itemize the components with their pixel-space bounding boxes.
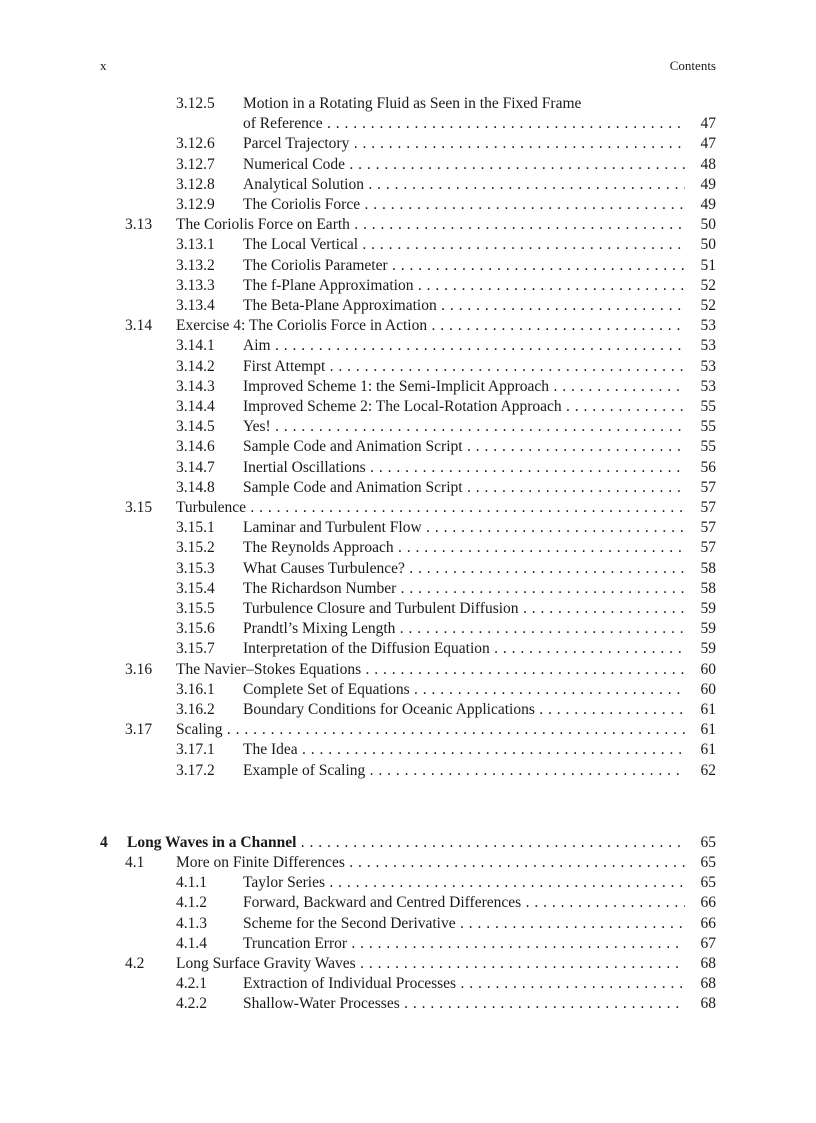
toc-entry[interactable] xyxy=(0,235,816,255)
toc-entry-page-number: 61 xyxy=(700,741,716,759)
toc-entry[interactable] xyxy=(0,478,816,498)
toc-entry-number: 3.12.9 xyxy=(176,196,215,213)
toc-entry-title: Numerical Code . . . xyxy=(243,155,685,175)
toc-entry[interactable] xyxy=(0,853,816,873)
toc-entry[interactable] xyxy=(0,336,816,356)
toc-entry[interactable] xyxy=(0,680,816,700)
toc-entry-title: Motion in a Rotating Fluid as Seen in the Fixed Frame xyxy=(243,95,582,112)
toc-entry-title: Parcel Trajectory . . . xyxy=(243,134,685,154)
toc-entry-page-number: 53 xyxy=(700,317,716,335)
toc-entry[interactable] xyxy=(0,458,816,478)
toc-entry-number: 3.16.1 xyxy=(176,680,215,698)
toc-entry-title: Sample Code and Animation Script . . . xyxy=(243,478,685,498)
toc-entry-page-number: 57 xyxy=(700,499,716,516)
toc-entry-title: Taylor Series . . . xyxy=(243,873,685,893)
toc-entry-number: 3.15.6 xyxy=(176,620,215,638)
toc-entry-title: Aim . . . xyxy=(243,336,685,356)
toc-entry-title: Exercise 4: The Coriolis Force in Action . . . xyxy=(176,316,685,336)
toc-entry[interactable] xyxy=(0,619,816,639)
toc-entry-page-number: 68 xyxy=(700,975,716,993)
toc-entry-number: 3.15.5 xyxy=(176,600,215,617)
toc-entry-number: 4.1.4 xyxy=(176,934,207,952)
toc-entry-title: Forward, Backward and Centred Differences . . . xyxy=(243,893,685,913)
running-header-page-number: x xyxy=(100,58,107,73)
toc-entry-title: Laminar and Turbulent Flow . . . xyxy=(243,518,685,538)
toc-entry-title: The Coriolis Parameter . . . xyxy=(243,256,685,276)
toc-entry-title: Improved Scheme 1: the Semi-Implicit Approach . . . xyxy=(243,377,685,397)
toc-entry-number: 3.15 xyxy=(125,499,153,516)
toc-entry-number: 3.13.2 xyxy=(176,256,215,274)
toc-entry-title: Turbulence Closure and Turbulent Diffusion . . . xyxy=(243,599,685,619)
toc-entry-page-number: 50 xyxy=(700,236,716,254)
toc-entry[interactable] xyxy=(0,437,816,457)
toc-entry-page-number: 57 xyxy=(700,539,716,557)
toc-entry-number: 3.14.3 xyxy=(176,377,215,395)
toc-entry-page-number: 59 xyxy=(700,600,716,617)
toc-entry-title: The Coriolis Force on Earth . . . xyxy=(176,215,685,235)
toc-entry[interactable] xyxy=(0,518,816,538)
toc-entry-page-number: 50 xyxy=(700,216,716,234)
toc-entry-number: 4 xyxy=(100,833,108,851)
toc-entry-number: 3.12.8 xyxy=(176,175,215,193)
toc-entry-page-number: 47 xyxy=(700,115,716,133)
toc-entry-number: 3.13 xyxy=(125,216,153,234)
toc-entry[interactable] xyxy=(0,579,816,599)
toc-entry-page-number: 52 xyxy=(700,297,716,314)
toc-entry[interactable] xyxy=(0,639,816,659)
toc-entry[interactable] xyxy=(0,873,816,893)
toc-entry-title: Sample Code and Animation Script . . . xyxy=(243,437,685,457)
toc-entry-title: The f-Plane Approximation . . . xyxy=(243,276,685,296)
toc-entry-title: Truncation Error . . . xyxy=(243,934,685,954)
toc-entry-page-number: 59 xyxy=(700,620,716,638)
toc-entry[interactable] xyxy=(0,954,816,974)
toc-entry-title: Improved Scheme 2: The Local-Rotation Approach . . . xyxy=(243,397,685,417)
toc-entry-number: 3.14.1 xyxy=(176,337,215,355)
toc-entry-title: Example of Scaling . . . xyxy=(243,761,685,781)
toc-entry-title: Complete Set of Equations . . . xyxy=(243,680,685,700)
toc-entry-page-number: 49 xyxy=(700,196,716,213)
toc-entry[interactable] xyxy=(0,934,816,954)
toc-entry[interactable] xyxy=(0,498,816,518)
toc-entry[interactable] xyxy=(0,296,816,316)
toc-entry-page-number: 55 xyxy=(700,418,716,436)
toc-entry-number: 3.15.1 xyxy=(176,519,215,537)
running-header-title: Contents xyxy=(669,58,716,73)
toc-entry-number: 3.16.2 xyxy=(176,701,215,718)
toc-entry[interactable] xyxy=(0,377,816,397)
toc-entry[interactable] xyxy=(0,357,816,377)
toc-entry-page-number: 58 xyxy=(700,579,716,597)
toc-entry-number: 3.17.2 xyxy=(176,761,215,779)
toc-entry-title: First Attempt . . . xyxy=(243,357,685,377)
toc-entry-page-number: 66 xyxy=(700,914,716,932)
toc-entry-title: Scaling . . . xyxy=(176,720,685,740)
toc-entry-title: of Reference . . . xyxy=(243,114,685,134)
toc-entry-number: 3.14.6 xyxy=(176,438,215,456)
toc-entry-number: 3.12.5 xyxy=(176,95,215,112)
toc-entry-page-number: 55 xyxy=(700,438,716,456)
toc-entry-number: 3.12.6 xyxy=(176,135,215,153)
toc-entry-title: The Idea . . . xyxy=(243,740,685,760)
toc-entry[interactable] xyxy=(0,195,816,215)
toc-entry-number: 3.17.1 xyxy=(176,741,215,759)
toc-entry-page-number: 58 xyxy=(700,559,716,577)
toc-entry-page-number: 67 xyxy=(700,934,716,952)
toc-entry-title: More on Finite Differences . . . xyxy=(176,853,685,873)
toc-entry-title: Yes! . . . xyxy=(243,417,685,437)
toc-entry-page-number: 53 xyxy=(700,357,716,375)
toc-entry-page-number: 57 xyxy=(700,519,716,537)
toc-entry-number: 3.14.7 xyxy=(176,458,215,476)
toc-entry[interactable] xyxy=(0,974,816,994)
toc-entry[interactable] xyxy=(0,215,816,235)
toc-entry[interactable] xyxy=(0,994,816,1014)
toc-entry-number: 4.1 xyxy=(125,854,145,871)
toc-entry-title: Extraction of Individual Processes . . . xyxy=(243,974,685,994)
toc-entry-title: Prandtl’s Mixing Length . . . xyxy=(243,619,685,639)
toc-entry-page-number: 65 xyxy=(700,874,716,892)
toc-entry-page-number: 65 xyxy=(700,833,716,851)
toc-entry-number: 3.14.2 xyxy=(176,357,215,375)
toc-entry[interactable] xyxy=(0,316,816,336)
toc-entry-number: 3.12.7 xyxy=(176,155,215,173)
toc-entry-page-number: 56 xyxy=(700,458,716,476)
toc-entry-page-number: 61 xyxy=(700,721,716,739)
toc-entry-page-number: 62 xyxy=(700,761,716,779)
toc-entry-page-number: 49 xyxy=(700,175,716,193)
toc-entry[interactable] xyxy=(0,175,816,195)
toc-entry-number: 3.13.1 xyxy=(176,236,215,254)
toc-entry-page-number: 61 xyxy=(700,701,716,718)
toc-entry-page-number: 55 xyxy=(700,398,716,415)
toc-entry-title: The Coriolis Force . . . xyxy=(243,195,685,215)
toc-entry-title: Shallow-Water Processes . . . xyxy=(243,994,685,1014)
toc-entry-page-number: 65 xyxy=(700,854,716,871)
toc-entry-page-number: 60 xyxy=(700,660,716,678)
toc-entry-page-number: 53 xyxy=(700,377,716,395)
toc-entry-number: 3.16 xyxy=(125,660,153,678)
toc-entry[interactable] xyxy=(0,134,816,154)
toc-entry-number: 3.14.4 xyxy=(176,398,215,415)
toc-entry[interactable] xyxy=(0,914,816,934)
toc-entry-page-number: 68 xyxy=(700,995,716,1013)
toc-entry-page-number: 57 xyxy=(700,478,716,496)
toc-entry[interactable] xyxy=(0,833,816,853)
toc-entry-title: Analytical Solution . . . xyxy=(243,175,685,195)
toc-entry[interactable] xyxy=(0,397,816,417)
toc-entry-number: 3.14.5 xyxy=(176,418,215,436)
toc-entry[interactable] xyxy=(0,700,816,720)
toc-entry[interactable] xyxy=(0,538,816,558)
toc-entry-number: 3.14 xyxy=(125,317,153,335)
toc-entry[interactable] xyxy=(0,599,816,619)
toc-entry-title: Long Waves in a Channel . . . xyxy=(127,833,685,853)
toc-entry-page-number: 60 xyxy=(700,680,716,698)
toc-entry[interactable] xyxy=(0,893,816,913)
toc-entry-number: 4.2.1 xyxy=(176,975,207,993)
toc-entry-number: 4.1.1 xyxy=(176,874,207,892)
toc-entry-title: Scheme for the Second Derivative . . . xyxy=(243,914,685,934)
toc-entry-title: What Causes Turbulence? . . . xyxy=(243,559,685,579)
toc-entry-title: The Reynolds Approach . . . xyxy=(243,538,685,558)
toc-entry-title: Boundary Conditions for Oceanic Applications . . . xyxy=(243,700,685,720)
toc-entry-page-number: 66 xyxy=(700,894,716,912)
toc-entry-number: 3.17 xyxy=(125,721,153,739)
toc-entry-number: 4.1.3 xyxy=(176,914,207,932)
toc-entry-page-number: 47 xyxy=(700,135,716,153)
toc-entry-title: The Navier–Stokes Equations . . . xyxy=(176,660,685,680)
toc-entry-number: 3.13.4 xyxy=(176,297,215,314)
toc-entry[interactable] xyxy=(0,720,816,740)
toc-entry-number: 3.15.2 xyxy=(176,539,215,557)
toc-entry-title: The Richardson Number . . . xyxy=(243,579,685,599)
toc-entry[interactable] xyxy=(0,276,816,296)
toc-entry[interactable] xyxy=(0,559,816,579)
toc-entry-title: Long Surface Gravity Waves . . . xyxy=(176,954,685,974)
toc-entry-title: The Local Vertical . . . xyxy=(243,235,685,255)
toc-entry-page-number: 53 xyxy=(700,337,716,355)
toc-entry-number: 3.13.3 xyxy=(176,276,215,294)
toc-entry-number: 4.2 xyxy=(125,955,145,972)
toc-entry-page-number: 68 xyxy=(700,955,716,972)
toc-entry[interactable] xyxy=(0,155,816,175)
toc-entry-number: 3.15.3 xyxy=(176,559,215,577)
toc-entry-number: 3.14.8 xyxy=(176,478,215,496)
toc-entry-title: Turbulence . . . xyxy=(176,498,685,518)
toc-entry[interactable] xyxy=(0,417,816,437)
toc-entry[interactable] xyxy=(0,761,816,781)
toc-entry[interactable] xyxy=(0,114,816,134)
toc-entry[interactable] xyxy=(0,740,816,760)
toc-entry-number: 4.1.2 xyxy=(176,894,207,912)
toc-entry[interactable] xyxy=(0,256,816,276)
toc-entry-number: 4.2.2 xyxy=(176,995,207,1013)
toc-entry-page-number: 59 xyxy=(700,640,716,658)
toc-entry[interactable] xyxy=(0,660,816,680)
toc-entry[interactable] xyxy=(0,94,816,114)
toc-entry-number: 3.15.4 xyxy=(176,579,215,597)
toc-entry-title: The Beta-Plane Approximation . . . xyxy=(243,296,685,316)
toc-entry-number: 3.15.7 xyxy=(176,640,215,658)
toc-entry-title: Interpretation of the Diffusion Equation . . . xyxy=(243,639,685,659)
toc-entry-page-number: 48 xyxy=(700,155,716,173)
toc-entry-page-number: 52 xyxy=(700,276,716,294)
toc-entry-title: Inertial Oscillations . . . xyxy=(243,458,685,478)
toc-entry-page-number: 51 xyxy=(700,256,716,274)
